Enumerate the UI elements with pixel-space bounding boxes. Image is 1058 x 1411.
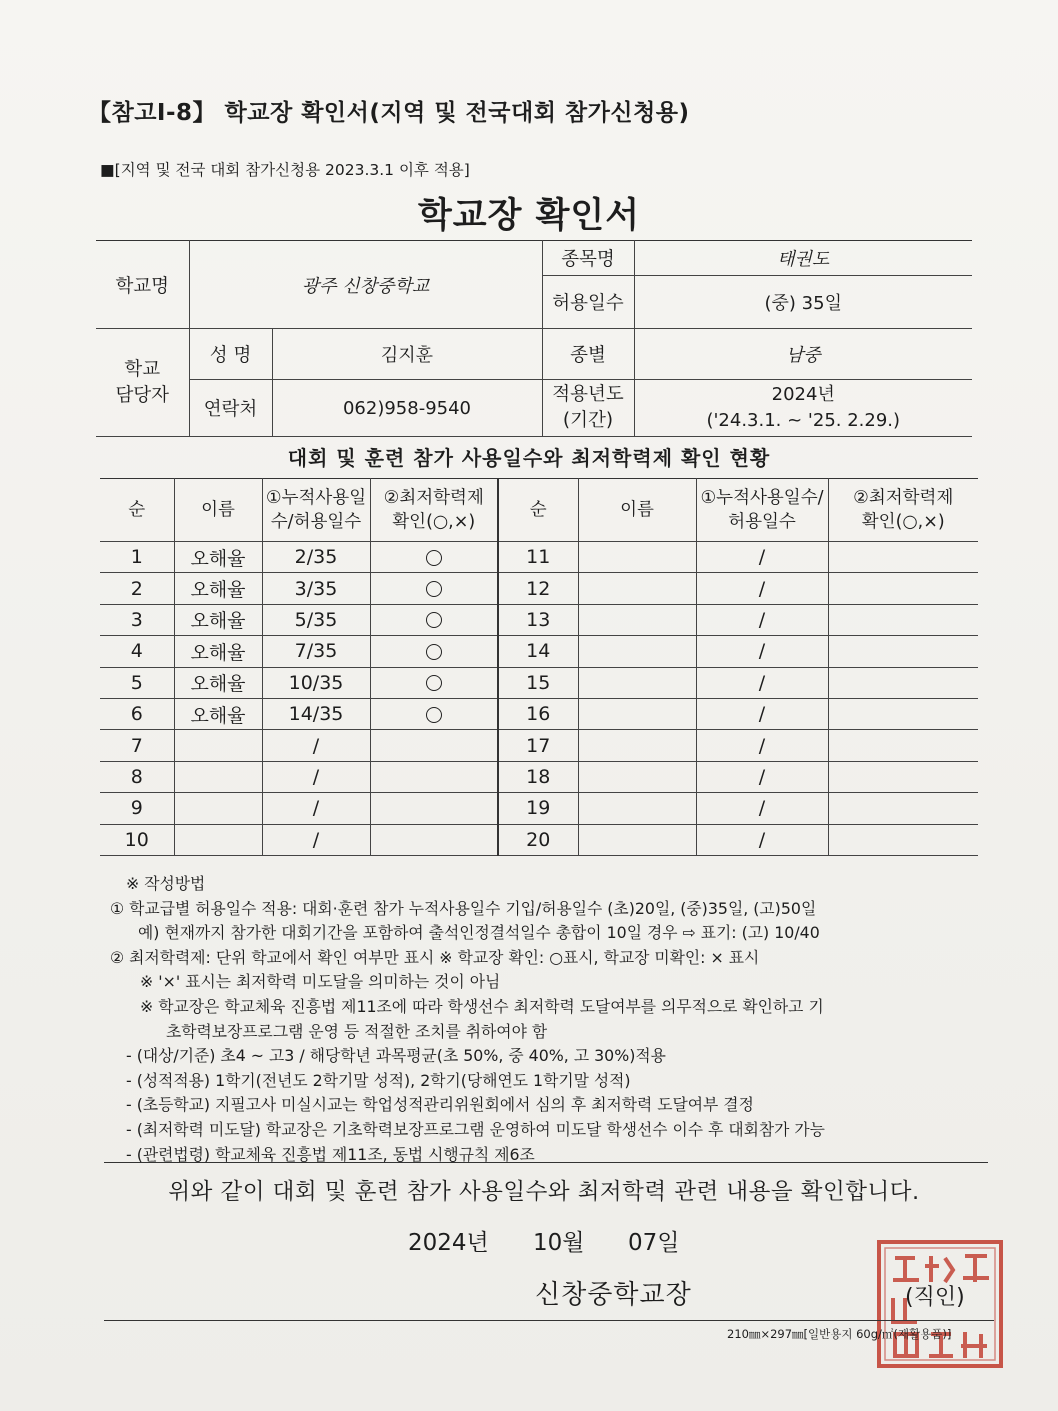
row-name-right bbox=[578, 698, 696, 729]
note-line: - (최저학력 미도달) 학교장은 기초학력보장프로그램 운영하여 미도달 학생선수 이수 후 대회참가 가능 bbox=[126, 1119, 825, 1139]
row-days-left: / bbox=[262, 824, 370, 855]
row-days-right: / bbox=[696, 604, 828, 635]
header-no-right: 순 bbox=[498, 479, 578, 542]
table-row bbox=[100, 636, 978, 667]
row-confirm-right bbox=[828, 698, 978, 729]
manager-name-label: 성 명 bbox=[189, 329, 272, 380]
confirmation-statement: 위와 같이 대회 및 훈련 참가 사용일수와 최저학력 관련 내용을 확인합니다. bbox=[168, 1179, 920, 1205]
applicability-note: ■[지역 및 전국 대회 참가신청용 2023.3.1 이후 적용] bbox=[100, 161, 470, 179]
row-days-right: / bbox=[696, 824, 828, 855]
row-name-left: 오해율 bbox=[174, 698, 262, 729]
row-confirm-right bbox=[828, 542, 978, 573]
contact-value: 062)958-9540 bbox=[272, 380, 542, 437]
period-value: 2024년 ('24.3.1. ~ '25. 2.29.) bbox=[634, 380, 972, 437]
row-days-left: 3/35 bbox=[262, 573, 370, 604]
footer-divider bbox=[104, 1320, 994, 1321]
row-days-right: / bbox=[696, 730, 828, 761]
row-no-left: 10 bbox=[100, 824, 174, 855]
row-no-left: 8 bbox=[100, 761, 174, 792]
row-no-left: 1 bbox=[100, 542, 174, 573]
row-confirm-right bbox=[828, 667, 978, 698]
note-line: 초학력보장프로그램 운영 등 적절한 조치를 취하여야 함 bbox=[166, 1021, 548, 1041]
row-no-right: 17 bbox=[498, 730, 578, 761]
table-row bbox=[100, 573, 978, 604]
note-line: ① 학교급별 허용일수 적용: 대회·훈련 참가 누적사용일수 기입/허용일수 (초)20일, (중)35일, (고)50일 bbox=[110, 898, 817, 918]
row-name-left: 오해율 bbox=[174, 667, 262, 698]
seal-label: (직인) bbox=[905, 1285, 965, 1310]
manager-name-value: 김지훈 bbox=[272, 329, 542, 380]
table-row bbox=[100, 698, 978, 729]
writing-instructions bbox=[110, 872, 990, 1167]
note-line: ※ 작성방법 bbox=[126, 874, 206, 893]
note-line: ※ 학교장은 학교체육 진흥법 제11조에 따라 학생선수 최저학력 도달여부를 의무적으로 확인하고 기 bbox=[140, 996, 824, 1016]
row-confirm-left bbox=[370, 730, 498, 761]
row-name-left: 오해율 bbox=[174, 636, 262, 667]
row-confirm-right bbox=[828, 793, 978, 824]
participation-rows bbox=[100, 542, 978, 856]
confirm-circle-icon bbox=[426, 644, 442, 660]
table-row bbox=[100, 542, 978, 573]
reference-title: 【참고Ⅰ-8】 학교장 확인서(지역 및 전국대회 참가신청용) bbox=[88, 100, 690, 126]
row-days-right: / bbox=[696, 542, 828, 573]
header-days-left: ①누적사용일 수/허용일수 bbox=[262, 479, 370, 542]
participation-table bbox=[100, 478, 978, 856]
date-day: 07일 bbox=[628, 1230, 680, 1256]
row-name-right bbox=[578, 793, 696, 824]
paper-spec-note: 210㎜×297㎜[일반용지 60g/㎡(재활용품)] bbox=[727, 1327, 952, 1341]
row-confirm-left bbox=[370, 761, 498, 792]
table-row bbox=[100, 667, 978, 698]
header-no-left: 순 bbox=[100, 479, 174, 542]
table-row bbox=[100, 793, 978, 824]
row-no-left: 7 bbox=[100, 730, 174, 761]
row-confirm-left bbox=[370, 824, 498, 855]
row-days-left: 14/35 bbox=[262, 698, 370, 729]
row-days-left: 2/35 bbox=[262, 542, 370, 573]
event-label: 종목명 bbox=[542, 241, 634, 276]
note-line: - (성적적용) 1학기(전년도 2학기말 성적), 2학기(당해연도 1학기말 성적) bbox=[126, 1070, 631, 1090]
confirm-circle-icon bbox=[426, 707, 442, 723]
page-title: 학교장 확인서 bbox=[417, 196, 641, 236]
row-days-left: / bbox=[262, 793, 370, 824]
period-label: 적용년도 (기간) bbox=[542, 380, 634, 437]
row-no-right: 20 bbox=[498, 824, 578, 855]
row-name-right bbox=[578, 667, 696, 698]
row-name-right bbox=[578, 573, 696, 604]
note-line: ② 최저학력제: 단위 학교에서 확인 여부만 표시 ※ 학교장 확인: ○표시, 학교장 미확인: × 표시 bbox=[110, 947, 760, 967]
school-name-label: 학교명 bbox=[96, 241, 189, 329]
row-confirm-left bbox=[370, 793, 498, 824]
row-days-right: / bbox=[696, 573, 828, 604]
row-no-right: 13 bbox=[498, 604, 578, 635]
row-confirm-right bbox=[828, 824, 978, 855]
event-value: 태권도 bbox=[634, 241, 972, 276]
row-confirm-right bbox=[828, 761, 978, 792]
row-no-right: 14 bbox=[498, 636, 578, 667]
school-info-table bbox=[96, 240, 972, 437]
row-days-right: / bbox=[696, 667, 828, 698]
row-confirm-right bbox=[828, 573, 978, 604]
note-line: 예) 현재까지 참가한 대회기간을 포함하여 출석인정결석일수 총합이 10일 경우 ⇨ 표기: (고) 10/40 bbox=[138, 923, 820, 943]
row-no-right: 16 bbox=[498, 698, 578, 729]
row-confirm-right bbox=[828, 604, 978, 635]
row-no-right: 12 bbox=[498, 573, 578, 604]
note-line: - (대상/기준) 초4 ~ 고3 / 해당학년 과목평균(초 50%, 중 40%, 고 30%)적용 bbox=[126, 1046, 666, 1066]
row-name-right bbox=[578, 542, 696, 573]
note-line: - (초등학교) 지필고사 미실시교는 학업성적관리위원회에서 심의 후 최저학력 도달여부 결정 bbox=[126, 1095, 754, 1115]
note-line: - (관련법령) 학교체육 진흥법 제11조, 동법 시행규칙 제6조 bbox=[126, 1144, 535, 1164]
row-no-right: 15 bbox=[498, 667, 578, 698]
row-days-right: / bbox=[696, 793, 828, 824]
confirm-circle-icon bbox=[426, 675, 442, 691]
row-name-left bbox=[174, 761, 262, 792]
confirm-circle-icon bbox=[426, 550, 442, 566]
row-days-right: / bbox=[696, 636, 828, 667]
row-name-right bbox=[578, 604, 696, 635]
row-days-left: 7/35 bbox=[262, 636, 370, 667]
category-label: 종별 bbox=[542, 329, 634, 380]
row-confirm-left bbox=[370, 573, 498, 604]
row-name-right bbox=[578, 761, 696, 792]
row-days-left: / bbox=[262, 730, 370, 761]
row-days-left: / bbox=[262, 761, 370, 792]
row-confirm-left bbox=[370, 667, 498, 698]
row-no-right: 18 bbox=[498, 761, 578, 792]
header-confirm-left: ②최저학력제 확인(○,×) bbox=[370, 479, 498, 542]
row-confirm-left bbox=[370, 698, 498, 729]
row-no-left: 2 bbox=[100, 573, 174, 604]
row-name-right bbox=[578, 730, 696, 761]
row-no-left: 5 bbox=[100, 667, 174, 698]
table-row bbox=[100, 604, 978, 635]
row-no-left: 6 bbox=[100, 698, 174, 729]
school-name-value: 광주 신창중학교 bbox=[189, 241, 542, 329]
row-name-right bbox=[578, 824, 696, 855]
row-confirm-right bbox=[828, 636, 978, 667]
row-no-left: 9 bbox=[100, 793, 174, 824]
row-confirm-right bbox=[828, 730, 978, 761]
row-name-left bbox=[174, 730, 262, 761]
divider-line bbox=[104, 1162, 988, 1163]
row-name-right bbox=[578, 636, 696, 667]
table-row bbox=[100, 730, 978, 761]
allowed-days-value: (중) 35일 bbox=[634, 276, 972, 329]
table-row bbox=[100, 824, 978, 855]
row-confirm-left bbox=[370, 604, 498, 635]
allowed-days-label: 허용일수 bbox=[542, 276, 634, 329]
manager-label: 학교 담당자 bbox=[96, 329, 189, 437]
row-confirm-left bbox=[370, 542, 498, 573]
row-no-right: 11 bbox=[498, 542, 578, 573]
row-name-left bbox=[174, 793, 262, 824]
row-days-right: / bbox=[696, 761, 828, 792]
header-days-right: ①누적사용일수/ 허용일수 bbox=[696, 479, 828, 542]
table-row bbox=[100, 761, 978, 792]
row-no-left: 3 bbox=[100, 604, 174, 635]
category-value: 남중 bbox=[634, 329, 972, 380]
row-name-left: 오해율 bbox=[174, 542, 262, 573]
row-no-left: 4 bbox=[100, 636, 174, 667]
confirm-circle-icon bbox=[426, 581, 442, 597]
row-name-left: 오해율 bbox=[174, 604, 262, 635]
row-name-left bbox=[174, 824, 262, 855]
row-days-right: / bbox=[696, 698, 828, 729]
note-line: ※ '×' 표시는 최저학력 미도달을 의미하는 것이 아님 bbox=[140, 972, 501, 992]
section-title: 대회 및 훈련 참가 사용일수와 최저학력제 확인 현황 bbox=[287, 446, 771, 470]
principal-title: 신창중학교장 bbox=[535, 1280, 692, 1310]
date-month: 10월 bbox=[533, 1230, 585, 1256]
row-name-left: 오해율 bbox=[174, 573, 262, 604]
header-name-left: 이름 bbox=[174, 479, 262, 542]
row-confirm-left bbox=[370, 636, 498, 667]
date-year: 2024년 bbox=[408, 1230, 489, 1256]
contact-label: 연락처 bbox=[189, 380, 272, 437]
row-days-left: 10/35 bbox=[262, 667, 370, 698]
header-confirm-right: ②최저학력제 확인(○,×) bbox=[828, 479, 978, 542]
confirm-circle-icon bbox=[426, 612, 442, 628]
row-days-left: 5/35 bbox=[262, 604, 370, 635]
header-name-right: 이름 bbox=[578, 479, 696, 542]
row-no-right: 19 bbox=[498, 793, 578, 824]
